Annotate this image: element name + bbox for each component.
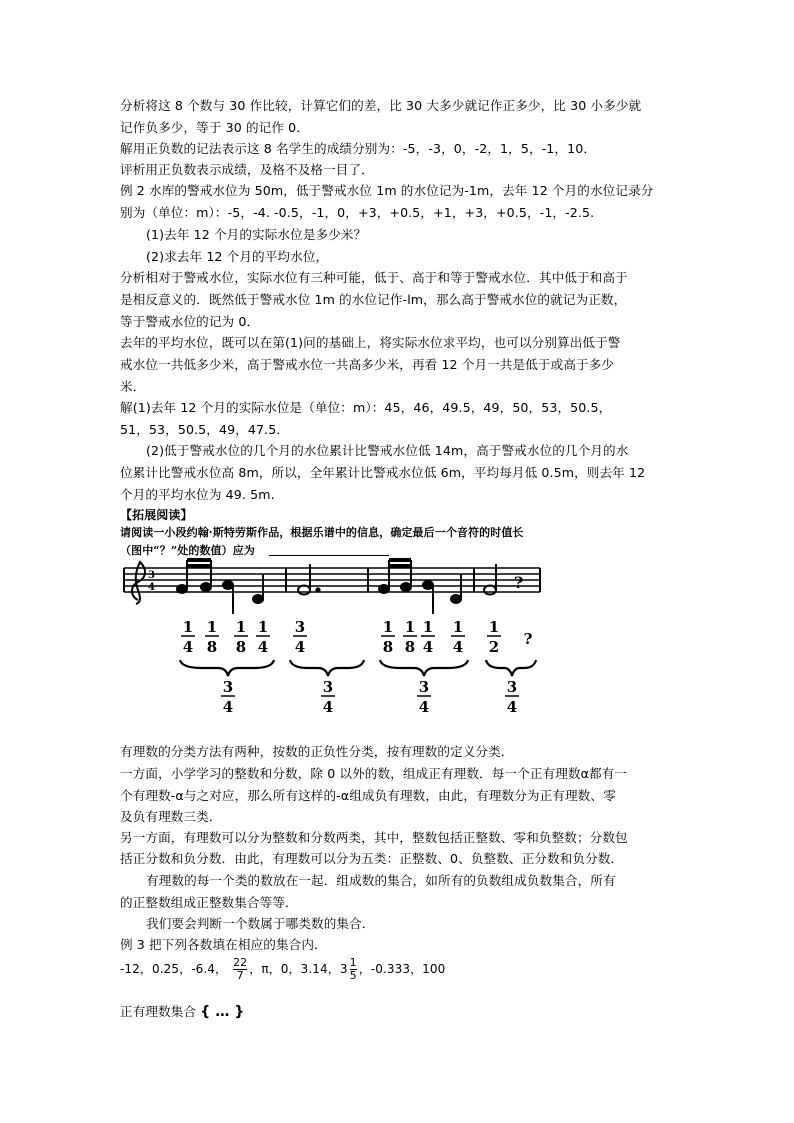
beat-numerator: 3	[294, 618, 306, 636]
beat-numerator: 1	[422, 618, 434, 636]
total-numerator: 3	[418, 678, 430, 696]
fraction-denominator: 5	[349, 969, 357, 982]
text-line: (1)去年 12 个月的实际水位是多少米？	[146, 227, 367, 242]
total-numerator: 3	[506, 678, 518, 696]
text-line: 分析相对于警戒水位，实际水位有三种可能，低于、高于和等于警戒水位．其中低于和高于	[120, 270, 628, 285]
text-line: 有理数的分类方法有两种，按数的正负性分类，按有理数的定义分类．	[120, 744, 514, 759]
text-line: 记作负多少，等于 30 的记作 0．	[120, 120, 309, 135]
text-line: 例 3 把下列各数填在相应的集合内．	[120, 937, 327, 952]
beat-denominator: 4	[452, 638, 464, 656]
measure-totals	[221, 678, 519, 716]
set-label-line	[120, 1002, 244, 1022]
beat-denominator: 8	[404, 638, 416, 656]
total-numerator: 3	[322, 678, 334, 696]
beat-numerator: 1	[182, 618, 194, 636]
fraction-1-5	[350, 957, 357, 982]
beat-numerator: 1	[404, 618, 416, 636]
beat-denominator: 8	[235, 638, 247, 656]
text-line: 米．	[120, 379, 146, 394]
fraction-numerator: 22	[233, 956, 248, 969]
total-numerator: 3	[222, 678, 234, 696]
fraction-22-7	[233, 957, 247, 982]
text-line: 分析将这 8 个数与 30 作比较，计算它们的差，比 30 大多少就记作正多少，比 30 小多少就	[120, 98, 642, 113]
number-list-part: -12，0.25，-6.4，	[120, 962, 228, 976]
text-line: 个有理数-α与之对应，那么所有这样的-α组成负有理数，由此，有理数分为正有理数、零	[120, 788, 616, 803]
text-line: 51，53，50.5，49，47.5．	[120, 422, 290, 437]
beat-numerator: 1	[206, 618, 218, 636]
beat-denominator: 4	[257, 638, 269, 656]
beat-numerator: 1	[452, 618, 464, 636]
number-list-part: ，π，0，3.14，3	[249, 962, 348, 976]
question-text: （图中“？”处的数值）应为	[120, 544, 255, 557]
beat-denominator: 4	[294, 638, 306, 656]
beat-denominator: 4	[182, 638, 194, 656]
text-line: 的正整数组成正整数集合等等．	[120, 895, 298, 910]
text-line: 戒水位一共低多少米，高于警戒水位一共高多少米，再看 12 个月一共是低于或高于多少	[120, 357, 615, 372]
text-line: (2)低于警戒水位的几个月的水位累计比警戒水位低 14m，高于警戒水位的几个月的水	[146, 443, 629, 458]
unknown-beat-label: ?	[523, 630, 533, 648]
time-signature-bottom: 4	[148, 582, 155, 593]
text-line: 另一方面，有理数可以分为整数和分数两类，其中，整数包括正整数、零和负整数；分数包	[120, 830, 628, 845]
beat-denominator: 4	[422, 638, 434, 656]
beat-denominator: 8	[382, 638, 394, 656]
total-denominator: 4	[322, 698, 334, 716]
beat-numerator: 1	[257, 618, 269, 636]
text-line: 一方面，小学学习的整数和分数，除 0 以外的数，组成正有理数．每一个正有理数α都有一	[120, 766, 628, 781]
beat-denominator: 2	[488, 638, 500, 656]
music-score-svg	[118, 556, 558, 716]
question-mark-note: ?	[514, 573, 524, 592]
text-line: 去年的平均水位，既可以在第(1)问的基础上，将实际水位求平均，也可以分别算出低于警	[120, 335, 621, 350]
total-denominator: 4	[222, 698, 234, 716]
text-line: 位累计比警戒水位高 8m，所以，全年累计比警戒水位低 6m，平均每月低 0.5m，则去年 12	[120, 465, 646, 480]
measure-braces	[180, 660, 536, 676]
answer-blank[interactable]	[269, 542, 389, 556]
beat-numerator: 1	[382, 618, 394, 636]
text-line: 个月的平均水位为 49. 5m.	[120, 487, 275, 502]
beat-denominator: 8	[206, 638, 218, 656]
beat-numerator: 1	[235, 618, 247, 636]
text-line: 等于警戒水位的记为 0．	[120, 314, 260, 329]
music-score-figure	[118, 556, 558, 720]
text-line: 是相反意义的．既然低于警戒水位 1m 的水位记作-lm，那么高于警戒水位的就记为正数，	[120, 292, 627, 307]
number-list-line	[120, 956, 445, 982]
beat-numerator: 1	[488, 618, 500, 636]
number-list-part: ，-0.333，100	[358, 962, 446, 976]
total-denominator: 4	[418, 698, 430, 716]
text-line: 解用正负数的记法表示这 8 名学生的成绩分别为：-5，-3，0，-2，1，5，-1，10．	[120, 141, 597, 156]
text-line: 有理数的每一个类的数放在一起．组成数的集合，如所有的负数组成负数集合，所有	[146, 873, 616, 888]
set-label: 正有理数集合	[120, 1004, 197, 1019]
beat-fractions	[181, 618, 533, 656]
text-line: 解(1)去年 12 个月的实际水位是（单位：m）：45，46，49.5，49，50，53，50.5，	[120, 400, 612, 415]
text-line: (2)求去年 12 个月的平均水位，	[146, 249, 329, 264]
text-line: 我们要会判断一个数属于哪类数的集合．	[146, 916, 375, 931]
fraction-numerator: 1	[349, 956, 357, 969]
text-line: 及负有理数三类．	[120, 809, 222, 824]
text-line: 例 2 水库的警戒水位为 50m，低于警戒水位 1m 的水位记为-1m，去年 12 个月的水位记录分	[120, 183, 654, 198]
fraction-denominator: 7	[236, 969, 244, 982]
set-braces[interactable]: { … }	[200, 1004, 245, 1020]
text-line: 评析用正负数表示成绩，及格不及格一目了．	[120, 162, 374, 177]
section-heading: 【拓展阅读】	[120, 508, 193, 522]
text-line: 括正分数和负分数．由此，有理数可以分为五类：正整数、0、负整数、正分数和负分数．	[120, 851, 624, 866]
text-line: 请阅读一小段约翰·斯特劳斯作品，根据乐谱中的信息，确定最后一个音符的时值长	[120, 526, 524, 539]
time-signature-top: 3	[148, 570, 155, 581]
text-line: 别为（单位：m）：-5，-4. -0.5，-1，0，+3，+0.5，+1，+3，+0.5，-1，-2.5.	[120, 205, 595, 220]
total-denominator: 4	[506, 698, 518, 716]
